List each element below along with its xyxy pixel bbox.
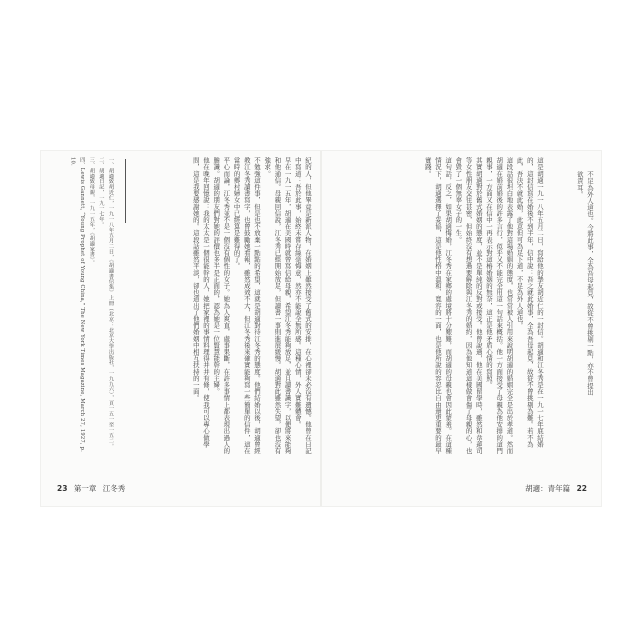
page-number: 23 [57, 484, 68, 493]
footnotes [59, 157, 115, 457]
paragraph: 這句話，反之，如果胡適悔婚，江冬秀在家鄉的處境將十分艱難，而胡適的母親也會因此蒙羞。在這種情況下，胡適選擇了妥協，這是他性格中溫和、寬容的一面，也是他所說的容忍比自由還更重要的最早實踐。 [423, 157, 453, 454]
paragraph: 他在晚年回憶說：我的太太是一個很能幹的人，她把家裡的事情料理得井井有條，使我可以專心做學問，這是我要感謝她的。這段話雖然平淡，卻也道出了他們婚姻中相互扶持的一面。 [191, 157, 210, 448]
book-spread [40, 150, 602, 507]
paragraph: 這段話很坦白地表露了他對這場婚姻的態度，也常常被人引用來說明胡適的婚姻完全是出於孝道。然而胡適在婚前婚後的許多言行，似乎又不能完全用這一句話來概括。他一方面接受了母親為他安排的這門親事，一方面又在信中一再表示對這樁婚姻的無奈，這正是他矛盾心情的寫照。 [484, 157, 514, 454]
footnote: 二、胡適日記，一九一七年。 [98, 157, 105, 228]
paragraph: 紀的人，但他畢竟是新派人物，在婚姻上雖然接受了舊式的安排，在心裡卻未必沒有遺憾。他曾在日記中寫道：吾於此事，始終未嘗存絲毫悔意，然亦不能說全無所感。這種心情，外人實難體會。 [293, 157, 312, 454]
quote-line: 不足為外人道也。今將此事，全為吾母起見，故從不曾挑剔一點，亦不曾提出 [586, 171, 594, 396]
footnote-divider [125, 159, 126, 223]
running-title: 胡適：青年篇 [525, 484, 571, 493]
chapter-title: 江冬秀 [102, 484, 126, 493]
right-body-text [331, 157, 545, 457]
block-quote [553, 157, 595, 457]
left-body-text [123, 157, 313, 457]
footnote: 一、胡適致胡近仁，一九一八年五月二日，《胡適書信集》上冊（北京：北京大學出版社，一九九六），頁一五一至一五二。 [108, 157, 114, 449]
paragraph: 這是胡適一九一八年五月二日，寫給他的摯友胡近仁的一封信。胡適和江冬秀是在一九一七年底結婚的，這封信寫在婚後不到半年，信中說：吾之就此婚事，全為吾母起見，故從不曾挑剔為難。若不為此，吾決不就此婚，此意但可為足下道，不足為外人道也。 [515, 157, 544, 448]
paragraph: 平心而論，江冬秀並不是一個沒有個性的女子。她為人爽直，處事果斷，在許多事情上都表現出過人的膽識。胡適的朋友們對她的評價也多半是正面的，認為她是一位賢慧能幹的主婦。 [212, 157, 231, 454]
chapter-label: 第一章 [73, 484, 97, 493]
paragraph: 早在一九一五年，胡適在美國時就曾寫信給母親，希望江冬秀能夠放足，並且讀書識字，以便將來能夠和他通信。母親回信說，江冬秀已經開始放足，但讀書一事則進展緩慢。胡適對此雖然失望，卻也沒有強求。 [263, 157, 292, 454]
paragraph: 其實胡適對於舊式婚姻的態度，並不是單純的反對或接受。他曾說過，他在美國留學時，雖然和韋蓮司等女性朋友交往甚密，但始終沒有想過要解除與江冬秀的婚約，因為他知道這樣做會傷了母親的心，也會毀了一個無辜女子的一生。 [454, 157, 483, 454]
right-folio [525, 483, 591, 494]
paragraph: 不勉強這件事，但是也不放棄一點點的希望，這就是胡適對待江冬秀的態度。他們結婚以後，胡適曾經教江冬秀讀書寫字，也曾鼓勵她看報，雖然成效不大，但江冬秀後來確實能夠寫一些簡單的信件，這在當時的鄉村婦女中已經算是難得的了。 [232, 157, 261, 454]
page-number: 22 [576, 484, 587, 493]
left-page [41, 151, 321, 506]
right-page [321, 151, 601, 506]
quote-line: 欲責耳。 [575, 171, 584, 198]
footnote: 三、胡適致母親，一九一五年，《胡適家書》。 [88, 157, 95, 266]
footnote: 四、Lewis Gannett, “Young Prophet of Young China,” The New York Times Magazine, March 27, 1927, p. 10. [69, 157, 86, 452]
left-folio [53, 483, 125, 494]
